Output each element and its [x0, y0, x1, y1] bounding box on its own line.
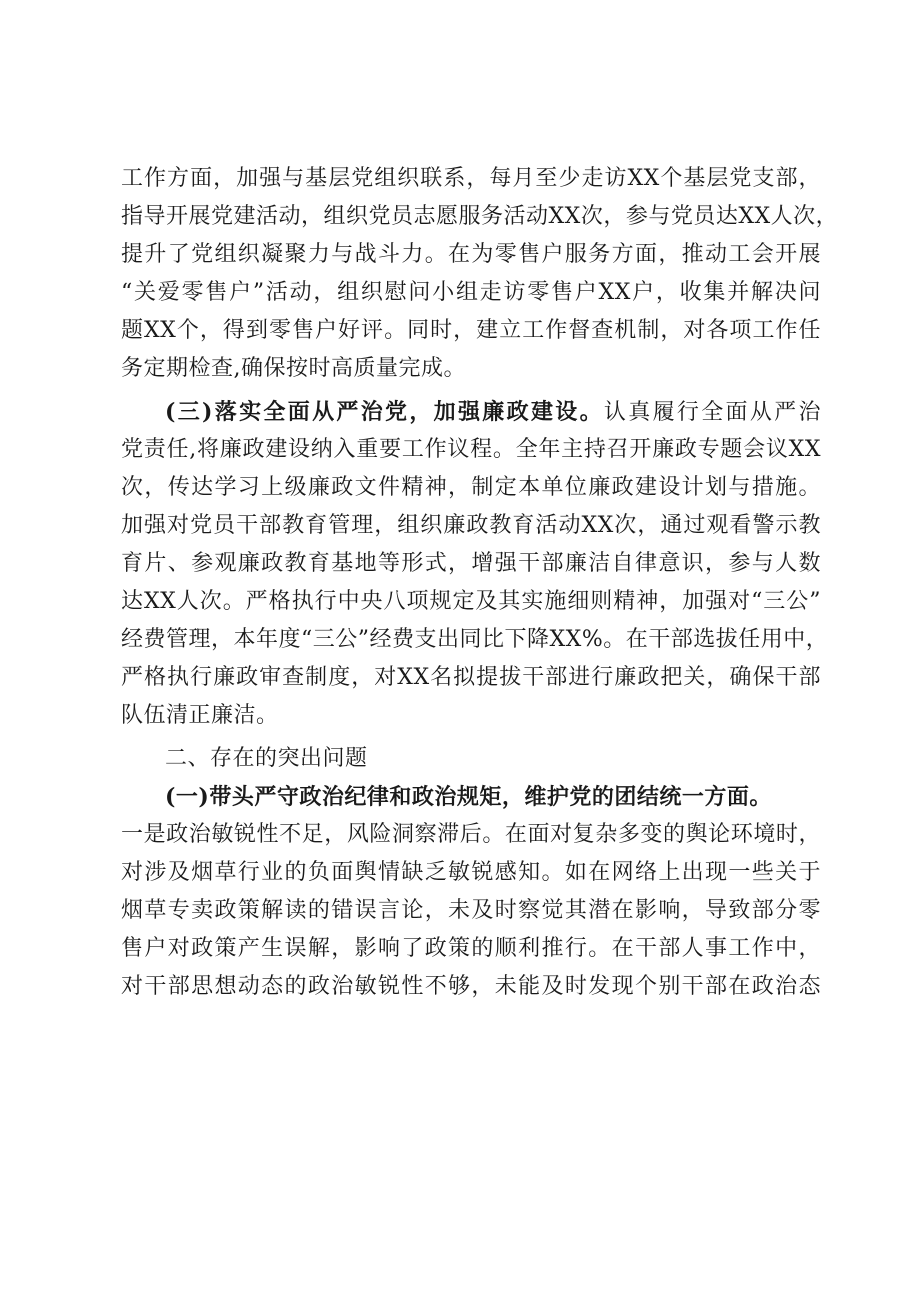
text-line: 党责任,将廉政建设纳入重要工作议程。全年主持召开廉政专题会议XX: [121, 437, 821, 462]
paragraph-political-sensitivity: [121, 816, 821, 1006]
text-line: 一是政治敏锐性不足，风险洞察滞后。在面对复杂多变的舆论环境时，: [121, 822, 821, 847]
text-line: 指导开展党建活动，组织党员志愿服务活动XX次，参与党员达XX人次，: [121, 204, 839, 229]
text-line: 经费管理，本年度“三公”经费支出同比下降XX%。在干部选拔任用中，: [121, 627, 829, 652]
text-line: 对涉及烟草行业的负面舆情缺乏敏锐感知。如在网络上出现一些关于: [121, 860, 821, 885]
text-line: 题XX个，得到零售户好评。同时，建立工作督查机制，对各项工作任: [121, 318, 821, 343]
document-body: [121, 160, 839, 1006]
text-line: 达XX人次。严格执行中央八项规定及其实施细则精神，加强对“三公”: [121, 589, 821, 614]
text-line: 工作方面，加强与基层党组织联系，每月至少走访XX个基层党支部，: [121, 166, 821, 191]
text-run: 认真履行全面从严治: [603, 400, 821, 425]
text-line: 严格执行廉政审查制度，对XX名拟提拔干部进行廉政把关，确保干部: [121, 665, 821, 690]
text-line: 队伍清正廉洁。: [121, 703, 279, 728]
text-line: 次，传达学习上级廉政文件精神，制定本单位廉政建设计划与措施。: [121, 475, 821, 500]
text-line: 提升了党组织凝聚力与战斗力。在为零售户服务方面，推动工会开展: [121, 242, 821, 267]
paragraph-integrity-building: [121, 393, 829, 735]
text-line: 务定期检查,确保按时高质量完成。: [121, 356, 466, 381]
subsection-heading: (三)落实全面从严治党，加强廉政建设。: [165, 399, 604, 425]
paragraph-work-summary: [121, 160, 839, 388]
text-line: [121, 393, 821, 431]
text-line: 对干部思想动态的政治敏锐性不够，未能及时发现个别干部在政治态: [121, 974, 821, 999]
section-heading: 二、存在的突出问题: [165, 746, 368, 771]
text-line: “关爱零售户”活动，组织慰问小组走访零售户XX户，收集并解决问: [121, 280, 821, 305]
text-line: 烟草专卖政策解读的错误言论，未及时察觉其潜在影响，导致部分零: [121, 898, 821, 923]
subsection-heading: (一)带头严守政治纪律和政治规矩，维护党的团结统一方面。: [165, 784, 772, 810]
text-line: 售户对政策产生误解，影响了政策的顺利推行。在干部人事工作中，: [121, 936, 821, 961]
text-line: 育片、参观廉政教育基地等形式，增强干部廉洁自律意识，参与人数: [121, 551, 821, 576]
text-line: 加强对党员干部教育管理，组织廉政教育活动XX次，通过观看警示教: [121, 513, 821, 538]
